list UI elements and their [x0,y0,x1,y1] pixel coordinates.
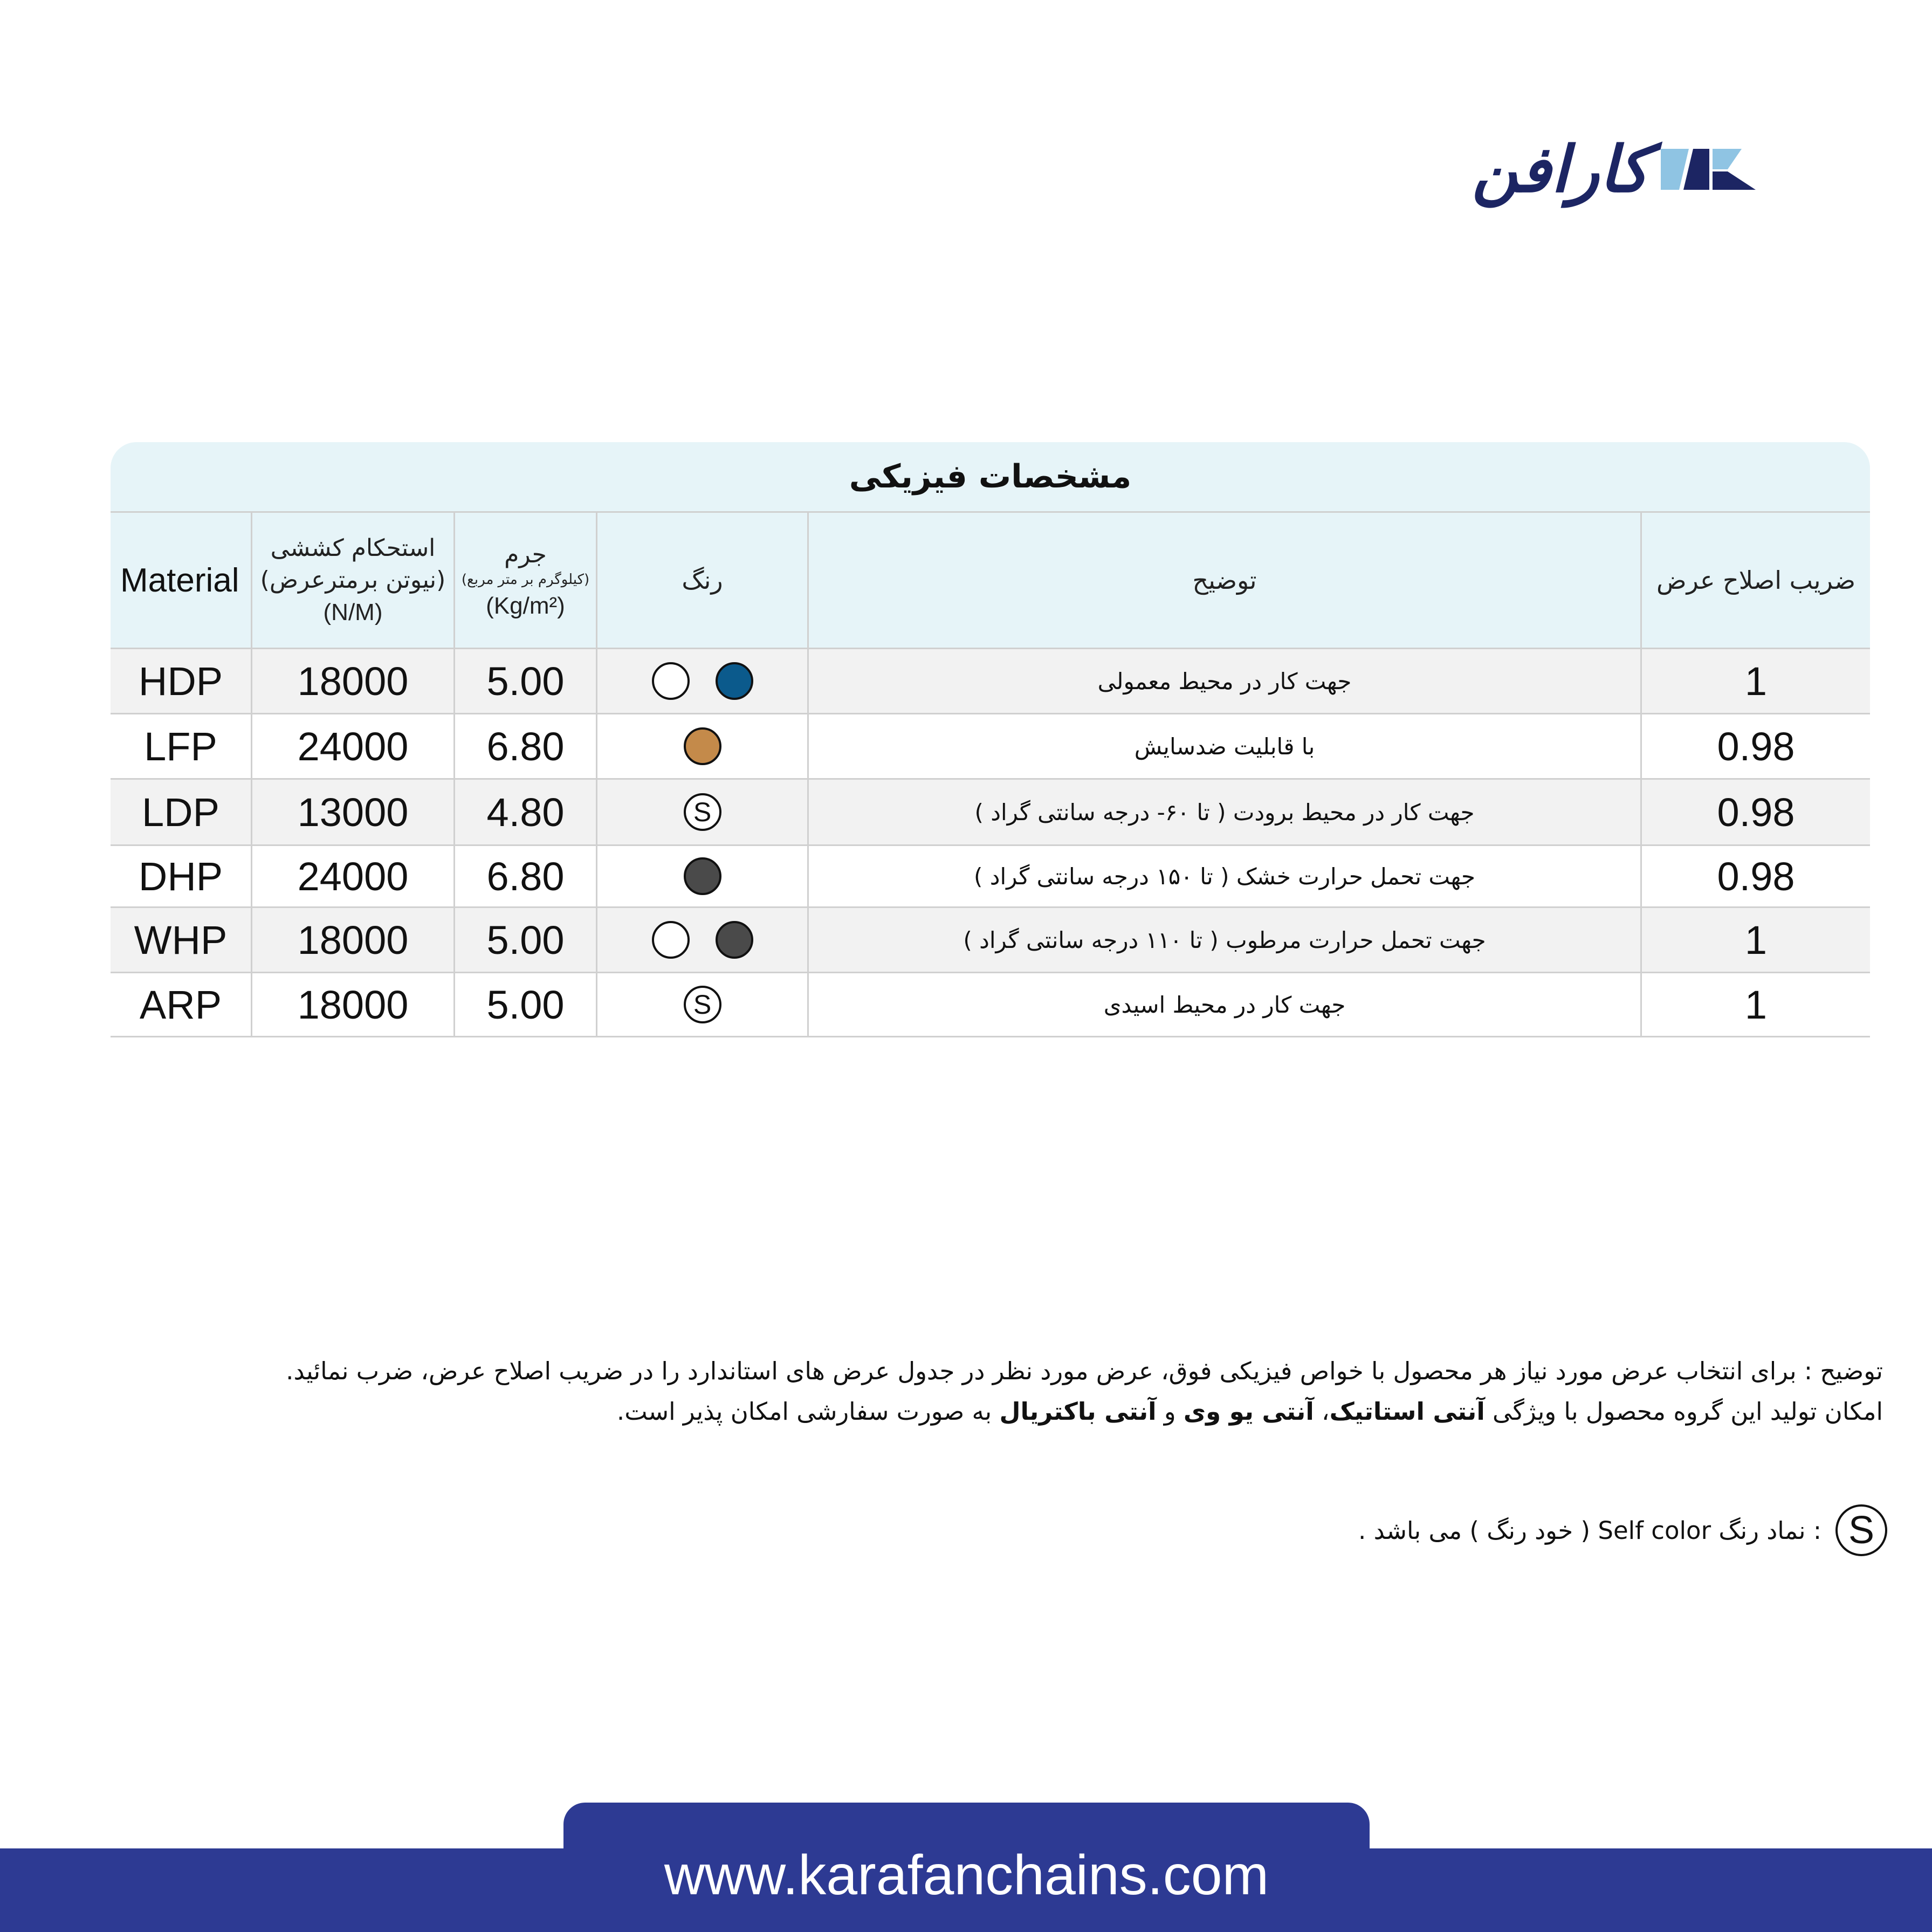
cell-mass: 5.00 [455,973,597,1036]
cell-factor: 1 [1744,917,1768,962]
feature-antistatic: آنتی استاتیک [1329,1397,1485,1426]
cell-color [597,780,809,844]
header-color: رنگ [597,513,809,648]
color-swatches [684,727,721,765]
color-swatches [684,793,721,831]
notes [129,1351,1883,1432]
cell-factor: 0.98 [1717,789,1795,835]
logo-text: کارافن [1472,132,1649,207]
color-swatch [716,662,753,700]
table-row [111,778,1870,844]
cell-tensile: 18000 [252,973,455,1036]
cell-mass: 4.80 [455,780,597,844]
table-bottom-border [111,1036,1870,1037]
brand-logo [1472,132,1758,207]
cell-material: LDP [111,780,252,844]
table-title: مشخصات فیزیکی [849,458,1132,496]
logo-mark-icon [1661,143,1758,195]
header-factor: ضریب اصلاح عرض [1656,566,1856,595]
self-color-icon: S [1835,1504,1887,1556]
table-title-bar [111,442,1870,511]
cell-description: جهت تحمل حرارت مرطوب ( تا ۱۱۰ درجه سانتی گراد ) [809,908,1642,972]
self-color-icon: S [684,986,721,1023]
color-swatch [652,921,690,959]
specs-table [111,442,1870,1037]
table-row [111,648,1870,713]
note-sep-1: ، [1314,1397,1330,1426]
cell-tensile: 24000 [252,714,455,778]
cell-color [597,846,809,906]
header-mass [455,513,597,648]
header-material: Material [111,513,252,648]
color-swatches [684,986,721,1023]
header-tensile-line2: (نیوتن برمترعرض) [260,566,446,594]
cell-tensile: 13000 [252,780,455,844]
cell-description: جهت تحمل حرارت خشک ( تا ۱۵۰ درجه سانتی گراد ) [809,846,1642,906]
cell-factor: 0.98 [1717,854,1795,899]
note-line-1: توضیح : برای انتخاب عرض مورد نیاز هر محصول با خواص فیزیکی فوق، عرض مورد نظر در جدول عرض های استاندارد را در ضریب اصلاح عرض، ضرب نمائید. [286,1357,1883,1385]
header-tensile [252,513,455,648]
color-swatch [684,857,721,895]
note-line-2 [129,1391,1883,1432]
cell-mass: 5.00 [455,649,597,713]
cell-material: LFP [111,714,252,778]
cell-color [597,908,809,972]
cell-factor: 1 [1744,982,1768,1027]
cell-mass: 6.80 [455,714,597,778]
color-swatch [684,727,721,765]
self-color-icon: S [684,793,721,831]
header-description: توضیح [809,513,1642,648]
table-row [111,844,1870,906]
color-swatch [652,662,690,700]
footer-url[interactable]: www.karafanchains.com [664,1844,1269,1907]
note-sep-2: و [1156,1397,1184,1426]
cell-description: با قابلیت ضدسایش [809,714,1642,778]
cell-color [597,649,809,713]
feature-antibacterial: آنتی باکتریال [999,1397,1157,1426]
cell-material: WHP [111,908,252,972]
cell-description: جهت کار در محیط اسیدی [809,973,1642,1036]
cell-factor: 0.98 [1717,724,1795,769]
table-grid [111,511,1870,1037]
footer-url-tab [563,1803,1370,1932]
cell-description: جهت کار در محیط برودت ( تا ۶۰- درجه سانتی گراد ) [809,780,1642,844]
cell-tensile: 18000 [252,908,455,972]
cell-mass: 6.80 [455,846,597,906]
cell-tensile: 18000 [252,649,455,713]
table-header-row [111,511,1870,648]
header-mass-line2: (کیلوگرم بر متر مربع) [461,572,590,588]
cell-material: ARP [111,973,252,1036]
note-line-2-start: امکان تولید این گروه محصول با ویژگی [1484,1397,1883,1426]
cell-tensile: 24000 [252,846,455,906]
header-tensile-line1: استحکام کششی [270,534,436,562]
self-color-legend [1316,1504,1887,1556]
cell-factor: 1 [1744,658,1768,704]
header-tensile-unit: (N/M) [323,599,383,625]
cell-material: HDP [111,649,252,713]
cell-mass: 5.00 [455,908,597,972]
cell-material: DHP [111,846,252,906]
cell-color [597,973,809,1036]
cell-description: جهت کار در محیط معمولی [809,649,1642,713]
table-row [111,906,1870,972]
header-mass-line1: جرم [504,541,547,569]
cell-color [597,714,809,778]
feature-anti-uv: آنتی یو وی [1183,1397,1314,1426]
color-swatches [684,857,721,895]
color-swatches [652,921,753,959]
color-swatches [652,662,753,700]
note-line-2-end: به صورت سفارشی امکان پذیر است. [616,1397,1000,1426]
header-mass-unit: (Kg/m²) [486,592,565,619]
table-body [111,648,1870,1036]
legend-text: : نماد رنگ Self color ( خود رنگ ) می باشد . [1358,1516,1821,1545]
table-row [111,972,1870,1036]
color-swatch [716,921,753,959]
table-row [111,713,1870,778]
